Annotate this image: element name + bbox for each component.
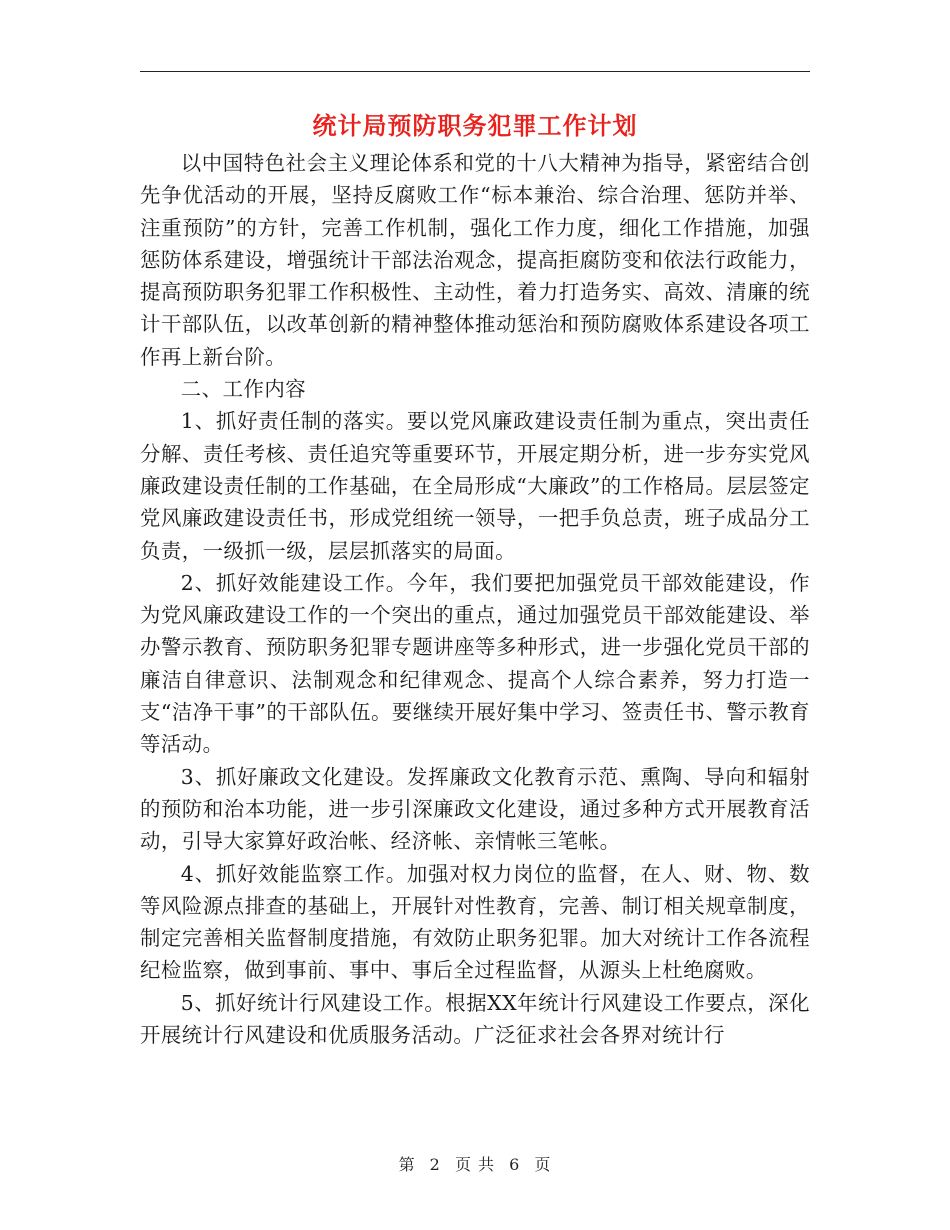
footer-prefix: 第 [398,1155,416,1174]
document-body [140,147,810,1051]
footer-total-pages: 6 [509,1155,521,1174]
paragraph-item-2: 2、抓好效能建设工作。今年，我们要把加强党员干部效能建设，作为党风廉政建设工作的一个突出的重点，通过加强党员干部效能建设、举办警示教育、预防职务犯罪专题讲座等多种形式，进一步强化党员干部的廉洁自律意识、法制观念和纪律观念、提高个人综合素养，努力打造一支“洁净干事”的干部队伍。要继续开展好集中学习、签责任书、警示教育等活动。 [140,570,810,757]
page-footer [0,1152,950,1175]
header-rule [140,71,810,72]
paragraph-item-1: 1、抓好责任制的落实。要以党风廉政建设责任制为重点，突出责任分解、责任考核、责任追究等重要环节，开展定期分析，进一步夯实党风廉政建设责任制的工作基础，在全局形成“大廉政”的工作格局。层层签定党风廉政建设责任书，形成党组统一领导，一把手负总责，班子成品分工负责，一级抓一级，层层抓落实的局面。 [140,409,810,563]
paragraph-intro: 以中国特色社会主义理论体系和党的十八大精神为指导，紧密结合创先争优活动的开展，坚持反腐败工作“标本兼治、综合治理、惩防并举、注重预防”的方针，完善工作机制，强化工作力度，细化工作措施，加强惩防体系建设，增强统计干部法治观念，提高拒腐防变和依法行政能力，提高预防职务犯罪工作积极性、主动性，着力打造务实、高效、清廉的统计干部队伍，以改革创新的精神整体推动惩治和预防腐败体系建设各项工作再上新台阶。 [140,151,810,369]
paragraph-item-5: 5、抓好统计行风建设工作。根据XX年统计行风建设工作要点，深化开展统计行风建设和优质服务活动。广泛征求社会各界对统计行 [140,990,810,1048]
footer-middle: 页 共 [454,1155,496,1174]
footer-page-number: 2 [429,1155,441,1174]
document-title: 统计局预防职务犯罪工作计划 [312,111,638,140]
footer-suffix: 页 [534,1155,552,1174]
section-heading: 二、工作内容 [180,377,307,402]
paragraph-item-3: 3、抓好廉政文化建设。发挥廉政文化教育示范、熏陶、导向和辐射的预防和治本功能，进一步引深廉政文化建设，通过多种方式开展教育活动，引导大家算好政治帐、经济帐、亲情帐三笔帐。 [140,764,810,854]
paragraph-item-4: 4、抓好效能监察工作。加强对权力岗位的监督，在人、财、物、数等风险源点排查的基础上，开展针对性教育，完善、制订相关规章制度，制定完善相关监督制度措施，有效防止职务犯罪。加大对统计工作各流程纪检监察，做到事前、事中、事后全过程监督，从源头上杜绝腐败。 [140,861,810,983]
